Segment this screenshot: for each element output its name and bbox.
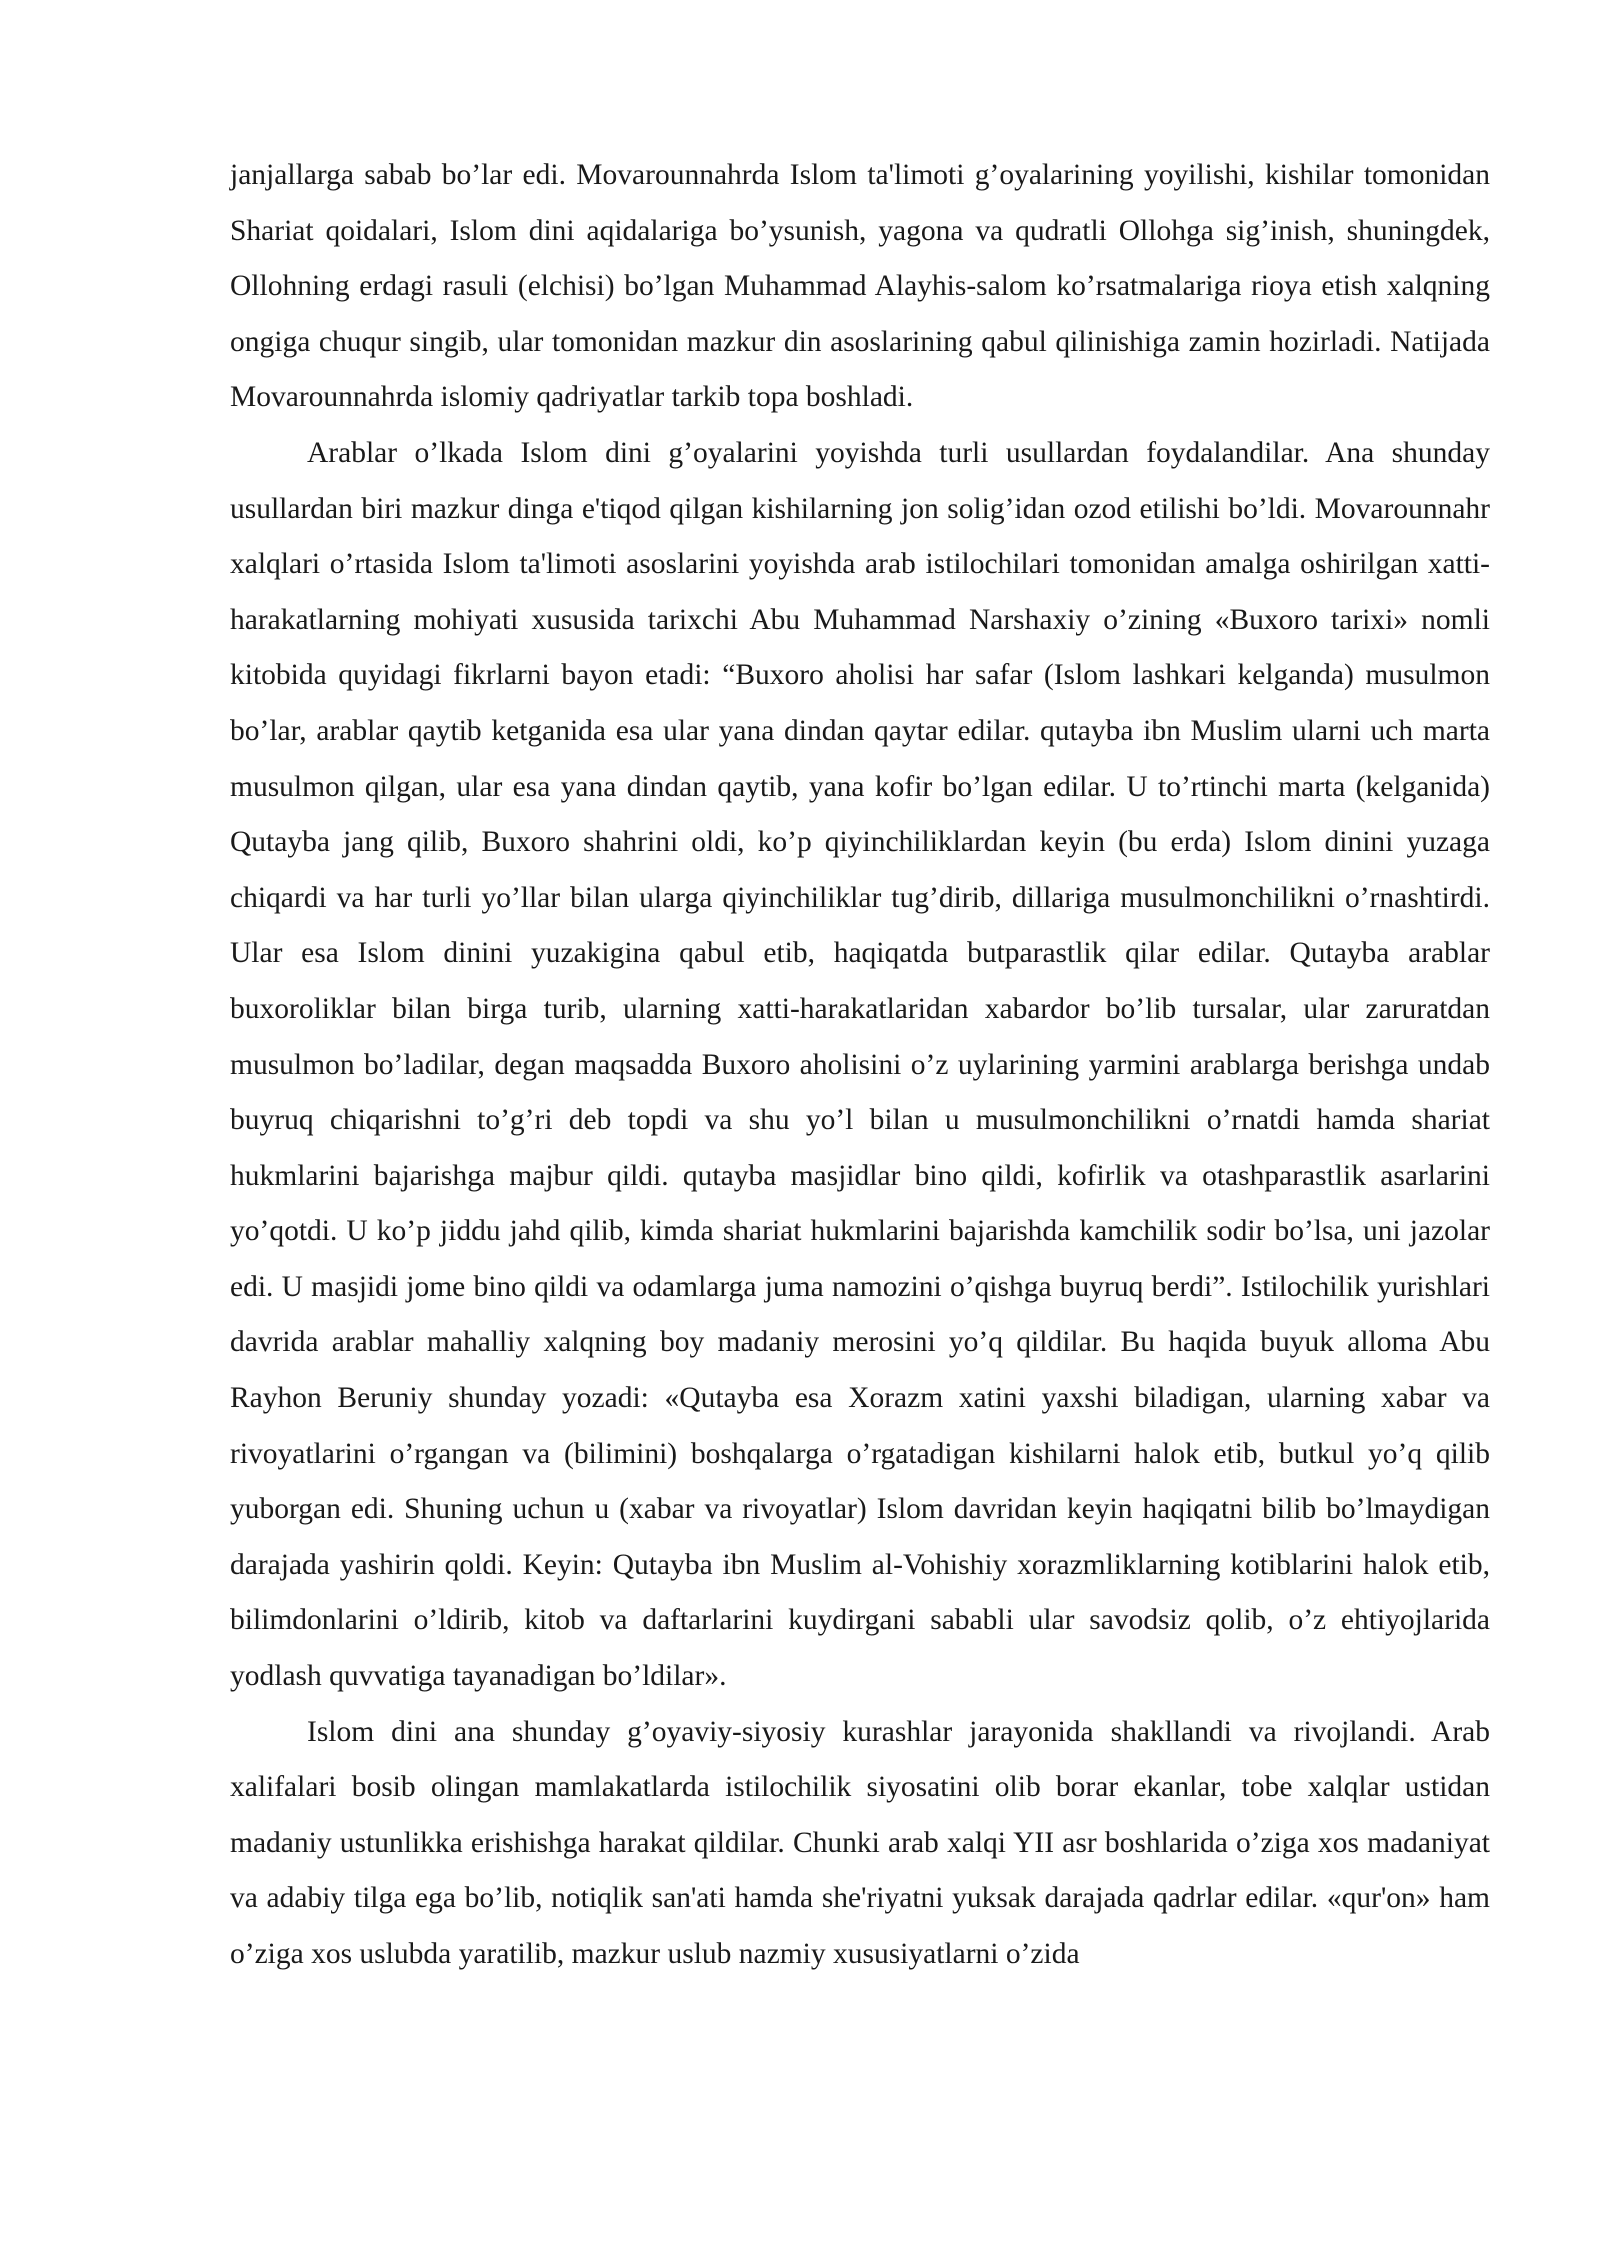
paragraph-continuation: janjallarga sabab bo’lar edi. Movarounnahrda Islom ta'limoti g’oyalarining yoyilishi, kishilar tomonidan Shariat qoidalari, Islom dini aqidalariga bo’ysunish, yagona va qudratli Ollohga sig’inish, shuningdek, Ollohning erdagi rasuli (elchisi) bo’lgan Muhammad Alayhis-salom ko’rsatmalariga rioya etish xalqning ongiga chuqur singib, ular tomonidan mazkur din asoslarining qabul qilinishiga zamin hozirladi. Natijada Movarounnahrda islomiy qadriyatlar tarkib topa boshladi. [230, 159, 1490, 414]
paragraph-islam-formation: Islom dini ana shunday g’oyaviy-siyosiy kurashlar jarayonida shakllandi va rivojlandi. Arab xalifalari bosib olingan mamlakatlarda istilochilik siyosatini olib borar ekanlar, tobe xalqlar ustidan madaniy ustunlikka erishishga harakat qildilar. Chunki arab xalqi YII asr boshlarida o’ziga xos madaniyat va adabiy tilga ega bo’lib, notiqlik san'ati hamda she'riyatni yuksak darajada qadrlar edilar. «qur'on» ham o’ziga xos uslubda yaratilib, mazkur uslub nazmiy xususiyatlarni o’zida [230, 1715, 1490, 1970]
document-page [230, 148, 1490, 1983]
paragraph-arab-methods: Arablar o’lkada Islom dini g’oyalarini yoyishda turli usullardan foydalandilar. Ana shunday usullardan biri mazkur dinga e'tiqod qilgan kishilarning jon solig’idan ozod etilishi bo’ldi. Movarounnahr xalqlari o’rtasida Islom ta'limoti asoslarini yoyishda arab istilochilari tomonidan amalga oshirilgan xatti-harakatlarning mohiyati xususida tarixchi Abu Muhammad Narshaxiy o’zining «Buxoro tarixi» nomli kitobida quyidagi fikrlarni bayon etadi: “Buxoro aholisi har safar (Islom lashkari kelganda) musulmon bo’lar, arablar qaytib ketganida esa ular yana dindan qaytar edilar. qutayba ibn Muslim ularni uch marta musulmon qilgan, ular esa yana dindan qaytib, yana kofir bo’lgan edilar. U to’rtinchi marta (kelganida) Qutayba jang qilib, Buxoro shahrini oldi, ko’p qiyinchiliklardan keyin (bu erda) Islom dinini yuzaga chiqardi va har turli yo’llar bilan ularga qiyinchiliklar tug’dirib, dillariga musulmonchilikni o’rnashtirdi. Ular esa Islom dinini yuzakigina qabul etib, haqiqatda butparastlik qilar edilar. Qutayba arablar buxoroliklar bilan birga turib, ularning xatti-harakatlaridan xabardor bo’lib tursalar, ular zaruratdan musulmon bo’ladilar, degan maqsadda Buxoro aholisini o’z uylarining yarmini arablarga berishga undab buyruq chiqarishni to’g’ri deb topdi va shu yo’l bilan u musulmonchilikni o’rnatdi hamda shariat hukmlarini bajarishga majbur qildi. qutayba masjidlar bino qildi, kofirlik va otashparastlik asarlarini yo’qotdi. U ko’p jiddu jahd qilib, kimda shariat hukmlarini bajarishda kamchilik sodir bo’lsa, uni jazolar edi. U masjidi jome bino qildi va odamlarga juma namozini o’qishga buyruq berdi”. Istilochilik yurishlari davrida arablar mahalliy xalqning boy madaniy merosini yo’q qildilar. Bu haqida buyuk alloma Abu Rayhon Beruniy shunday yozadi: «Qutayba esa Xorazm xatini yaxshi biladigan, ularning xabar va rivoyatlarini o’rgangan va (bilimini) boshqalarga o’rgatadigan kishilarni halok etib, butkul yo’q qilib yuborgan edi. Shuning uchun u (xabar va rivoyatlar) Islom davridan keyin haqiqatni bilib bo’lmaydigan darajada yashirin qoldi. Keyin: Qutayba ibn Muslim al-Vohishiy xorazmliklarning kotiblarini halok etib, bilimdonlarini o’ldirib, kitob va daftarlarini kuydirgani sababli ular savodsiz qolib, o’z ehtiyojlarida yodlash quvvatiga tayanadigan bo’ldilar». [230, 436, 1490, 1693]
